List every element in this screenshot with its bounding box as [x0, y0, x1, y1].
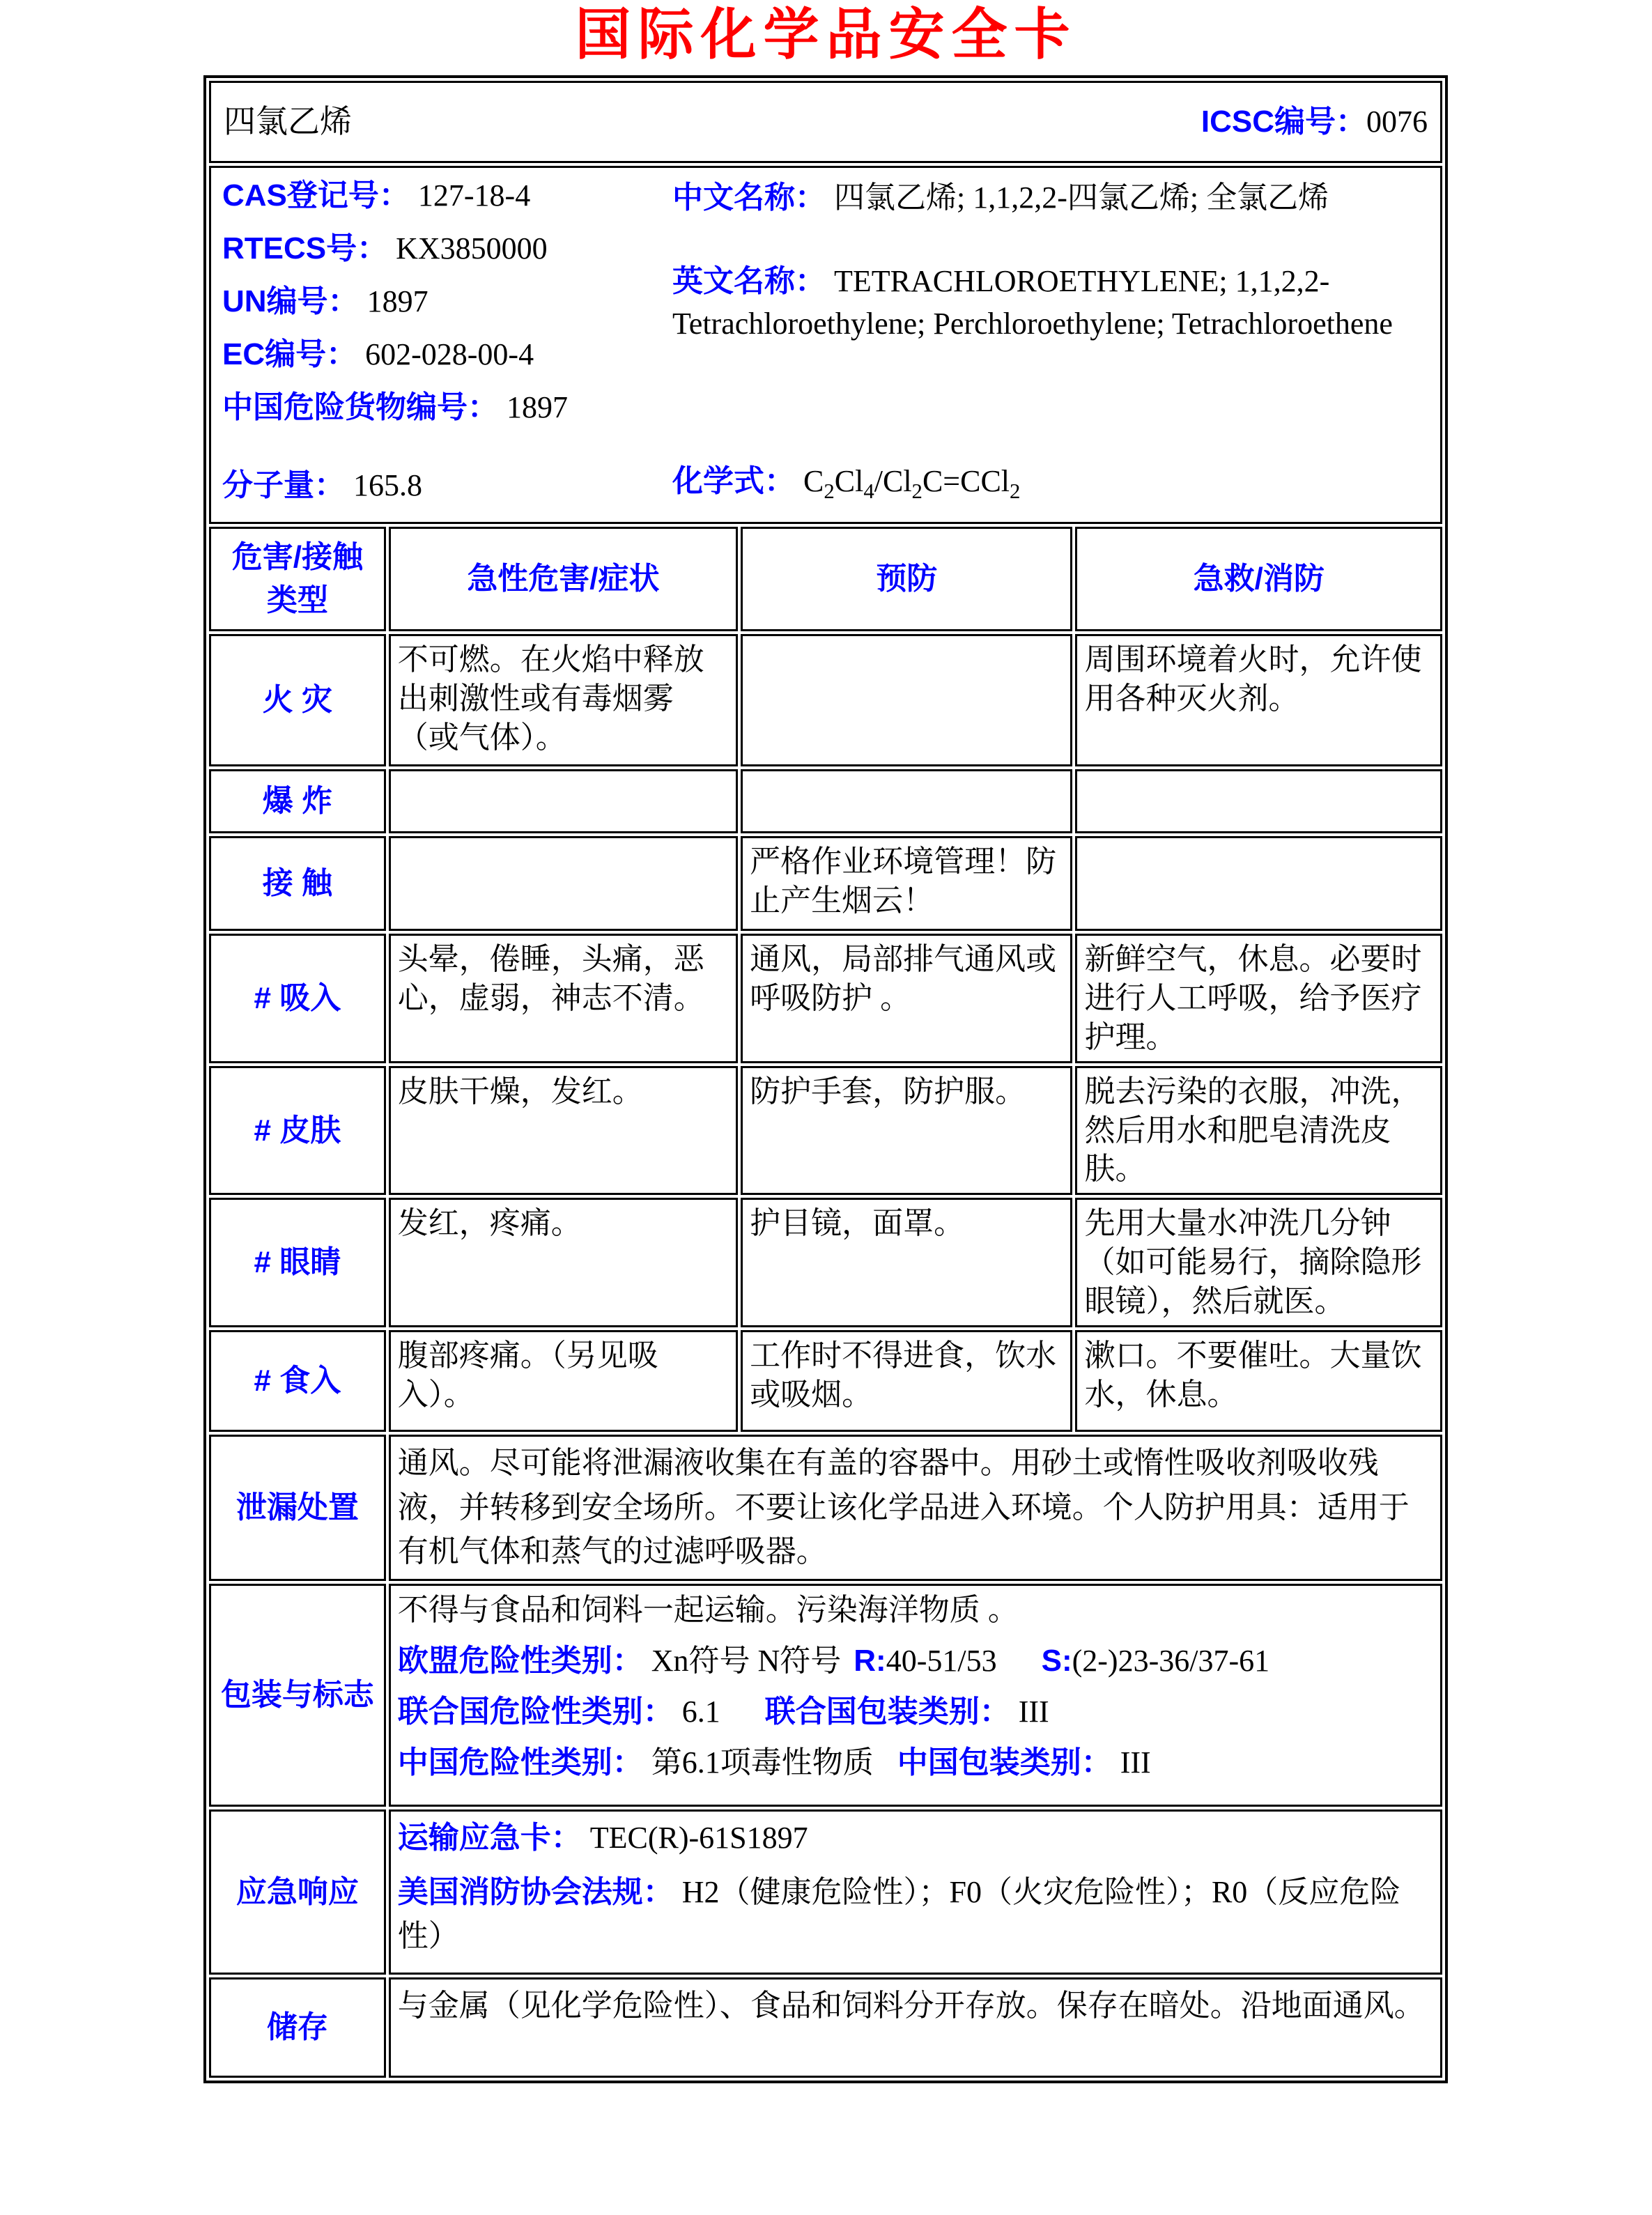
icsc-number	[1201, 102, 1428, 141]
row-label-eyes: # 眼睛	[209, 1198, 386, 1327]
molecular-weight: 分子量： 165.8	[222, 468, 422, 503]
ingestion-prevention: 工作时不得进食，饮水或吸烟。	[741, 1330, 1072, 1432]
skin-prevention: 防护手套，防护服。	[741, 1066, 1072, 1196]
inhalation-symptoms: 头晕，倦睡，头痛，恶心，虚弱，神志不清。	[389, 934, 738, 1063]
packaging-eu-classification: 欧盟危险性类别： Xn符号 N符号 R:40-51/53 S:(2-)23-36/37-61	[397, 1644, 1270, 1678]
packaging-text	[389, 1584, 1442, 1807]
explosion-prevention	[741, 769, 1072, 833]
icsc-number-label: ICSC编号：	[1201, 105, 1366, 139]
fire-prevention	[741, 634, 1072, 766]
row-label-ingestion: # 食入	[209, 1330, 386, 1432]
row-label-contact: 接 触	[209, 836, 386, 931]
un-number: UN编号： 1897	[222, 284, 429, 318]
column-header-hazard-type: 危害/接触类型	[209, 527, 386, 631]
table-row-inhalation	[209, 934, 1442, 1063]
explosion-symptoms	[389, 769, 738, 833]
row-label-inhalation: # 吸入	[209, 934, 386, 1063]
row-label-fire: 火 灾	[209, 634, 386, 766]
storage-text: 与金属（见化学危险性）、食品和饲料分开存放。保存在暗处。沿地面通风。	[389, 1977, 1442, 2078]
emergency-response-text	[389, 1809, 1442, 1975]
table-row-storage	[209, 1977, 1442, 2078]
rtecs-number: RTECS号： KX3850000	[222, 231, 548, 265]
chemical-name: 四氯乙烯	[224, 103, 352, 139]
eyes-prevention: 护目镜，面罩。	[741, 1198, 1072, 1327]
spill-disposal-text: 通风。尽可能将泄漏液收集在有盖的容器中。用砂土或惰性吸收剂吸收残液，并转移到安全场所。不要让该化学品进入环境。个人防护用具：适用于有机气体和蒸气的过滤呼吸器。	[389, 1435, 1442, 1581]
skin-symptoms: 皮肤干燥，发红。	[389, 1066, 738, 1196]
column-header-symptoms: 急性危害/症状	[389, 527, 738, 631]
row-label-storage: 储存	[209, 1977, 386, 2078]
table-row-skin	[209, 1066, 1442, 1196]
inhalation-first-aid: 新鲜空气，休息。必要时进行人工呼吸，给予医疗护理。	[1075, 934, 1442, 1063]
icsc-document	[0, 3, 1652, 2215]
row-label-explosion: 爆 炸	[209, 769, 386, 833]
row-label-packaging: 包装与标志	[209, 1584, 386, 1807]
skin-first-aid: 脱去污染的衣服，冲洗，然后用水和肥皂清洗皮肤。	[1075, 1066, 1442, 1196]
column-header-prevention: 预防	[741, 527, 1072, 631]
contact-symptoms	[389, 836, 738, 931]
cas-number: CAS登记号： 127-18-4	[222, 178, 531, 213]
chinese-name: 中文名称： 四氯乙烯; 1,1,2,2-四氯乙烯; 全氯乙烯	[672, 180, 1329, 215]
icsc-number-value: 0076	[1366, 105, 1428, 139]
table-row-fire	[209, 634, 1442, 766]
page-title: 国际化学品安全卡	[575, 3, 1077, 65]
china-dangerous-goods-number: 中国危险货物编号： 1897	[222, 389, 568, 424]
table-row-packaging	[209, 1584, 1442, 1807]
fire-first-aid: 周围环境着火时，允许使用各种灭火剂。	[1075, 634, 1442, 766]
identification-row	[209, 166, 1442, 524]
icsc-card-table	[203, 75, 1448, 2083]
ingestion-first-aid: 漱口。不要催吐。大量饮水，休息。	[1075, 1330, 1442, 1432]
eyes-first-aid: 先用大量水冲洗几分钟（如可能易行，摘除隐形眼镜），然后就医。	[1075, 1198, 1442, 1327]
inhalation-prevention: 通风，局部排气通风或呼吸防护 。	[741, 934, 1072, 1063]
hazard-table-header	[209, 527, 1442, 631]
chemical-formula: 化学式： $C_2Cl_4/Cl_2C=CCl_2$	[672, 464, 1021, 503]
eyes-symptoms: 发红，疼痛。	[389, 1198, 738, 1327]
packaging-china-classification: 中国危险性类别： 第6.1项毒性物质 中国包装类别： III	[397, 1745, 1151, 1780]
contact-prevention: 严格作业环境管理！防止产生烟云！	[741, 836, 1072, 931]
header-row	[209, 81, 1442, 163]
chemical-names	[672, 176, 1432, 346]
explosion-first-aid	[1075, 769, 1442, 833]
ingestion-symptoms: 腹部疼痛。（另见吸入）。	[389, 1330, 738, 1432]
table-row-ingestion	[209, 1330, 1442, 1432]
nfpa-code: 美国消防协会法规： H2（健康危险性）；F0（火灾危险性）；R0（反应危险性）	[397, 1874, 1401, 1954]
registry-numbers	[222, 176, 661, 440]
column-header-first-aid: 急救/消防	[1075, 527, 1442, 631]
table-row-contact	[209, 836, 1442, 931]
packaging-transport-note: 不得与食品和饲料一起运输。污染海洋物质 。	[397, 1592, 1019, 1627]
packaging-un-classification: 联合国危险性类别： 6.1 联合国包装类别： III	[397, 1695, 1049, 1729]
contact-first-aid	[1075, 836, 1442, 931]
english-name: 英文名称： TETRACHLOROETHYLENE; 1,1,2,2-Tetrachloroethylene; Perchloroethylene; Tetrachloroethene	[672, 263, 1393, 341]
row-label-skin: # 皮肤	[209, 1066, 386, 1196]
table-row-spill-disposal	[209, 1435, 1442, 1581]
table-row-eyes	[209, 1198, 1442, 1327]
fire-symptoms: 不可燃。在火焰中释放出刺激性或有毒烟雾（或气体）。	[389, 634, 738, 766]
ec-number: EC编号： 602-028-00-4	[222, 337, 534, 371]
table-row-emergency-response	[209, 1809, 1442, 1975]
identification-block	[218, 172, 1433, 511]
row-label-emergency-response: 应急响应	[209, 1809, 386, 1975]
transport-emergency-card: 运输应急卡： TEC(R)-61S1897	[397, 1820, 808, 1855]
row-label-spill-disposal: 泄漏处置	[209, 1435, 386, 1581]
table-row-explosion	[209, 769, 1442, 833]
